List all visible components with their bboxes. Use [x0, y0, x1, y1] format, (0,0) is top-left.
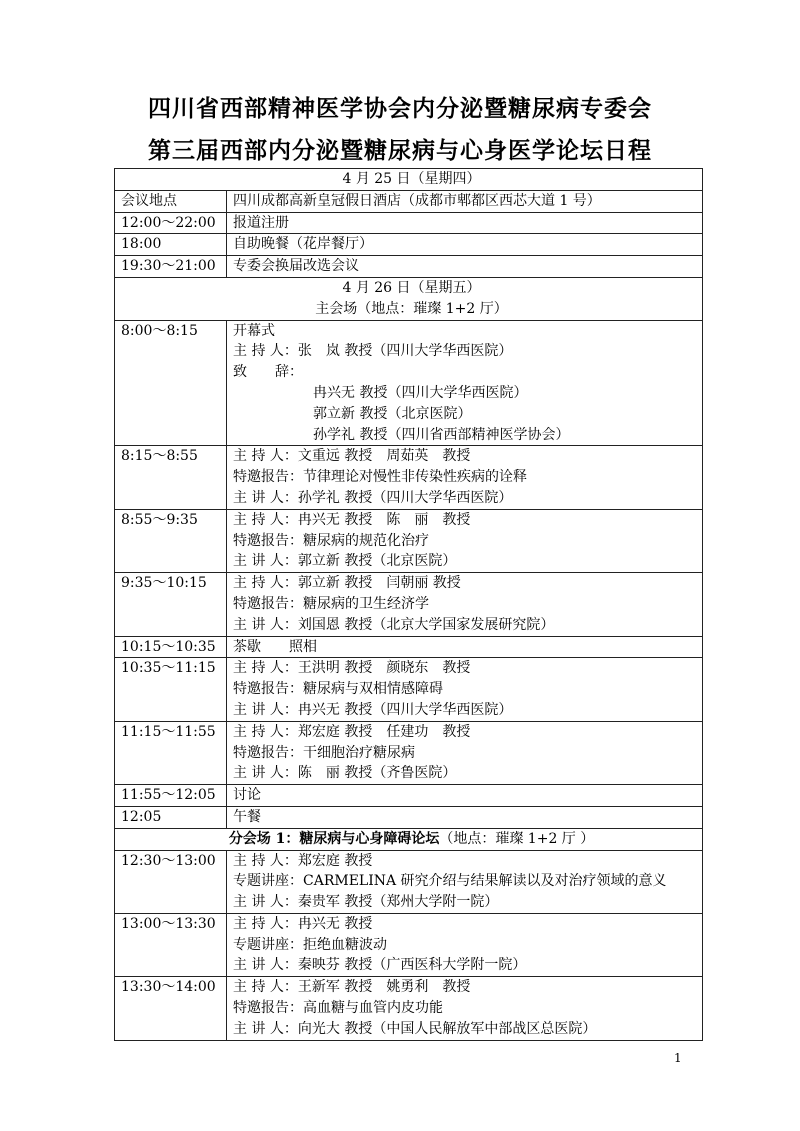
session-line: 午餐: [233, 808, 261, 825]
time-cell: 12:30～13:00: [115, 850, 227, 913]
session-line: 主 讲 人：秦映芬 教授（广西医科大学附一院）: [233, 957, 527, 974]
session-row: [115, 446, 703, 509]
sub-hall-header-row: [115, 828, 703, 850]
session-line: 孙学礼 教授（四川省西部精神医学协会）: [313, 426, 570, 443]
session-line: 主 讲 人：秦贵军 教授（郑州大学附一院）: [233, 894, 499, 911]
day2-header-row-cell: [115, 277, 703, 320]
session-line: 主 持 人：王新军 教授 姚勇利 教授: [233, 979, 471, 996]
sub-hall-header-row-cell: [115, 828, 703, 850]
venue-value: 四川成都高新皇冠假日酒店（成都市郫都区西芯大道 1 号）: [227, 190, 703, 212]
time-cell: 11:55～12:05: [115, 785, 227, 807]
time-cell: 10:35～11:15: [115, 658, 227, 721]
time-cell: 12:00～22:00: [115, 212, 227, 234]
day2-header-row: [115, 277, 703, 320]
session-line: 特邀报告：高血糖与血管内皮功能: [233, 1000, 443, 1017]
venue-row: [115, 190, 703, 212]
session-line: 郭立新 教授（北京医院）: [313, 405, 472, 422]
session-line: 特邀报告：糖尿病与双相情感障碍: [233, 681, 443, 698]
session-line: 主 讲 人：陈 丽 教授（齐鲁医院）: [233, 765, 457, 782]
session-row: [115, 721, 703, 784]
session-line: 开幕式: [233, 322, 275, 339]
session-line: 主 持 人：郑宏庭 教授: [233, 852, 373, 869]
session-line: 致 辞：: [233, 364, 303, 381]
content-cell: [227, 658, 703, 721]
main-hall-label: 主会场（地点：璀璨 1+2 厅）: [315, 300, 508, 317]
time-cell: 19:30～21:00: [115, 256, 227, 278]
day2-date: 4 月 26 日（星期五）: [342, 279, 481, 296]
time-cell: 12:05: [115, 806, 227, 828]
session-row: [115, 806, 703, 828]
session-line: 讨论: [233, 787, 261, 804]
content-cell: [227, 977, 703, 1040]
document-title-line-2: 第三届西部内分泌暨糖尿病与心身医学论坛日程: [148, 137, 652, 164]
content-cell: [227, 212, 703, 234]
session-row: [115, 509, 703, 572]
document-title-line-1: 四川省西部精神医学协会内分泌暨糖尿病专委会: [148, 95, 652, 122]
sub-session-row: [115, 850, 703, 913]
content-cell: [227, 913, 703, 976]
time-cell: 18:00: [115, 234, 227, 256]
session-line: 专委会换届改选会议: [233, 258, 359, 275]
session-line: 主 持 人：张 岚 教授（四川大学华西医院）: [233, 343, 513, 360]
day1-schedule-row: [115, 234, 703, 256]
time-cell: 13:30～14:00: [115, 977, 227, 1040]
session-line: 报道注册: [233, 214, 289, 231]
session-line: 主 持 人：王洪明 教授 颜晓东 教授: [233, 660, 471, 677]
time-cell: 10:15～10:35: [115, 636, 227, 658]
session-line: 专题讲座：CARMELINA 研究介绍与结果解读以及对治疗领域的意义: [233, 873, 667, 890]
session-line: 自助晚餐（花岸餐厅）: [233, 236, 373, 253]
schedule-table: [114, 168, 703, 1041]
time-cell: 11:15～11:55: [115, 721, 227, 784]
content-cell: [227, 320, 703, 446]
time-cell: 9:35～10:15: [115, 573, 227, 636]
session-line: 主 持 人：郑宏庭 教授 任建功 教授: [233, 723, 471, 740]
session-line: 主 持 人：冉兴无 教授: [233, 915, 373, 932]
sub-hall-title: 分会场 1：糖尿病与心身障碍论坛: [228, 830, 440, 847]
content-cell: [227, 446, 703, 509]
session-line: 专题讲座：拒绝血糖波动: [233, 936, 387, 953]
sub-session-row: [115, 977, 703, 1040]
content-cell: [227, 636, 703, 658]
session-line: 特邀报告：干细胞治疗糖尿病: [233, 744, 415, 761]
sub-hall-location: （地点：璀璨 1+2 厅 ）: [439, 830, 595, 847]
session-line: 主 持 人：冉兴无 教授 陈 丽 教授: [233, 511, 471, 528]
day1-header-row: [115, 169, 703, 191]
session-line: 主 持 人：郭立新 教授 闫朝丽 教授: [233, 575, 461, 592]
venue-label: 会议地点: [115, 190, 227, 212]
day1-schedule-row: [115, 212, 703, 234]
time-cell: 8:55～9:35: [115, 509, 227, 572]
session-row: [115, 785, 703, 807]
content-cell: [227, 785, 703, 807]
session-line: 特邀报告：糖尿病的卫生经济学: [233, 595, 429, 612]
page-number: 1: [674, 1051, 682, 1065]
time-cell: 8:15～8:55: [115, 446, 227, 509]
session-row: [115, 636, 703, 658]
session-line: 主 讲 人：冉兴无 教授（四川大学华西医院）: [233, 701, 513, 718]
session-line: 主 讲 人：郭立新 教授（北京医院）: [233, 553, 457, 570]
session-line: 冉兴无 教授（四川大学华西医院）: [313, 384, 528, 401]
content-cell: [227, 850, 703, 913]
content-cell: [227, 721, 703, 784]
time-cell: 8:00～8:15: [115, 320, 227, 446]
day1-schedule-row: [115, 256, 703, 278]
session-line: 特邀报告：节律理论对慢性非传染性疾病的诠释: [233, 469, 527, 486]
session-line: 茶歇 照相: [233, 638, 317, 655]
content-cell: [227, 573, 703, 636]
time-cell: 13:00～13:30: [115, 913, 227, 976]
session-row: [115, 320, 703, 446]
session-line: 主 持 人：文重远 教授 周茹英 教授: [233, 448, 471, 465]
content-cell: [227, 806, 703, 828]
content-cell: [227, 256, 703, 278]
content-cell: [227, 234, 703, 256]
content-cell: [227, 509, 703, 572]
session-line: 主 讲 人：刘国恩 教授（北京大学国家发展研究院）: [233, 616, 555, 633]
day1-date: 4 月 25 日（星期四）: [115, 169, 703, 191]
session-row: [115, 573, 703, 636]
session-line: 特邀报告：糖尿病的规范化治疗: [233, 532, 429, 549]
session-line: 主 讲 人：孙学礼 教授（四川大学华西医院）: [233, 489, 513, 506]
session-row: [115, 658, 703, 721]
sub-session-row: [115, 913, 703, 976]
session-line: 主 讲 人：向光大 教授（中国人民解放军中部战区总医院）: [233, 1020, 597, 1037]
